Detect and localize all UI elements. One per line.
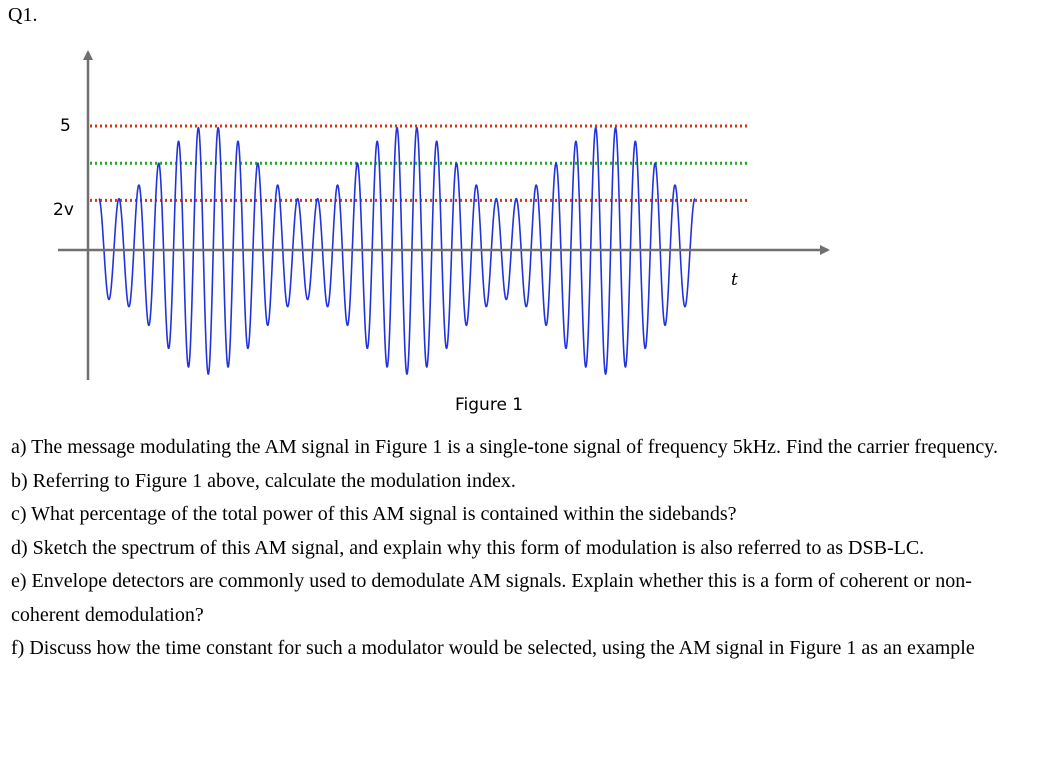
y-tick-label-2v: 2v (53, 200, 74, 220)
am-waveform-figure (0, 40, 1046, 390)
question-list (11, 431, 1039, 666)
question-e: e) Envelope detectors are commonly used to demodulate AM signals. Explain whether this is a form of coherent or non-coherent demodulation? (11, 570, 972, 626)
question-number: Q1. (8, 4, 38, 26)
figure-caption: Figure 1 (455, 395, 524, 415)
y-tick-label-5: 5 (60, 116, 71, 136)
x-axis-label: t (731, 270, 738, 290)
question-d: d) Sketch the spectrum of this AM signal, and explain why this form of modulation is also referred to as DSB-LC. (11, 536, 925, 559)
question-f: f) Discuss how the time constant for such a modulator would be selected, using the AM signal in Figure 1 as an example (11, 637, 975, 659)
question-c: c) What percentage of the total power of this AM signal is contained within the sidebands? (11, 503, 737, 525)
question-a: a) The message modulating the AM signal in Figure 1 is a single-tone signal of frequency 5kHz. Find the carrier frequency. (11, 436, 998, 458)
question-b: b) Referring to Figure 1 above, calculate the modulation index. (11, 469, 516, 492)
